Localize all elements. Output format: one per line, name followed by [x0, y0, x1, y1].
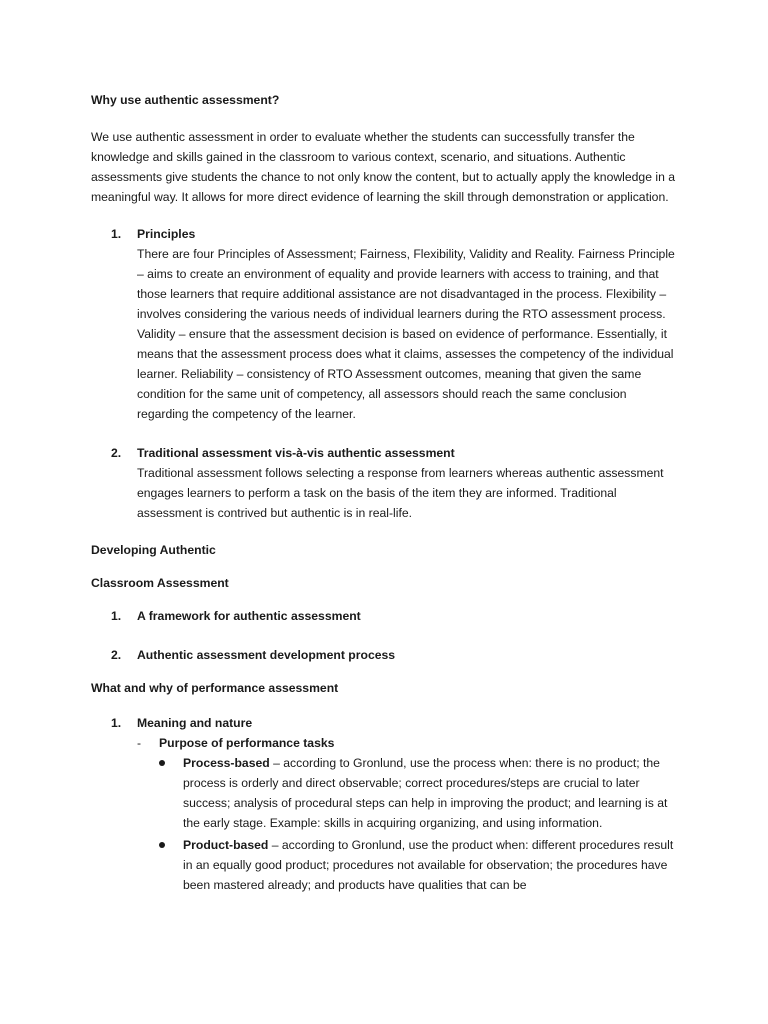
bullet-text: – according to Gronlund, use the process when: there is no product; the process is orderly and direct observable; correct procedures/steps are crucial to later success; analysis of procedural steps can help in improving the product; and learning is at the early stage. Example: skills in acquiring organizing, and using information.	[183, 756, 668, 830]
numbered-list-developing	[91, 606, 681, 665]
list-item-title: A framework for authentic assessment	[137, 609, 361, 623]
bullet-lead: Product-based	[183, 838, 269, 852]
list-item-meaning	[91, 713, 681, 895]
bullet-icon	[159, 760, 165, 766]
list-item-body: There are four Principles of Assessment; Fairness, Flexibility, Validity and Reality. Fairness Principle – aims to create an environment of equality and provide learners with access to training, and that those learners that require additional assistance are not disadvantaged in the process. Flexibility – involves considering the various needs of individual learners during the RTO assessment process. Validity – ensure that the assessment decision is based on evidence of performance. Essentially, it means that the assessment process does what it claims, assesses the competency of the individual learner. Reliability – consistency of RTO Assessment outcomes, meaning that given the same condition for the same unit of competency, all assessors should reach the same conclusion regarding the competency of the learner.	[137, 247, 675, 421]
list-item-principles	[91, 224, 681, 424]
list-number: 1.	[111, 609, 122, 623]
bullet-icon	[159, 842, 165, 848]
list-item-title: Principles	[137, 227, 196, 241]
section-heading-why-authentic: Why use authentic assessment?	[91, 93, 280, 107]
list-item-framework	[91, 606, 681, 626]
bullet-item-process-based	[159, 753, 681, 833]
section-heading-classroom: Classroom Assessment	[91, 576, 229, 590]
list-number: 2.	[111, 446, 122, 460]
bullet-list	[159, 753, 681, 895]
bullet-text: – according to Gronlund, use the product when: different procedures result in an equally good product; procedures not available for observation; the procedures have been mastered already; and products have qualities that can be	[183, 838, 674, 892]
list-number: 2.	[111, 648, 122, 662]
bullet-lead: Process-based	[183, 756, 270, 770]
list-number: 1.	[111, 227, 122, 241]
section-heading-developing: Developing Authentic	[91, 543, 216, 557]
sub-item-purpose	[137, 733, 681, 895]
list-item-title: Traditional assessment vis-à-vis authentic assessment	[137, 446, 455, 460]
list-item-title: Authentic assessment development process	[137, 648, 396, 662]
list-item-development-process	[91, 645, 681, 665]
sub-item-title: Purpose of performance tasks	[159, 736, 335, 750]
list-item-traditional	[91, 443, 681, 523]
section-heading-performance: What and why of performance assessment	[91, 681, 339, 695]
bullet-item-product-based	[159, 835, 681, 895]
list-item-body: Traditional assessment follows selecting a response from learners whereas authentic assessment engages learners to perform a task on the basis of the item they are informed. Traditional assessment is contrived but authentic is in real-life.	[137, 466, 664, 520]
document-page	[91, 90, 681, 895]
numbered-list-principles	[91, 224, 681, 523]
list-item-title: Meaning and nature	[137, 716, 253, 730]
numbered-list-performance	[91, 713, 681, 895]
list-number: 1.	[111, 716, 122, 730]
intro-paragraph: We use authentic assessment in order to evaluate whether the students can successfully transfer the knowledge and skills gained in the classroom to various context, scenario, and situations. Authentic assessments give students the chance to not only know the content, but to actually apply the knowledge in a meaningful way. It allows for more direct evidence of learning the skill through demonstration or application.	[91, 130, 676, 204]
dash-marker: -	[137, 736, 142, 750]
